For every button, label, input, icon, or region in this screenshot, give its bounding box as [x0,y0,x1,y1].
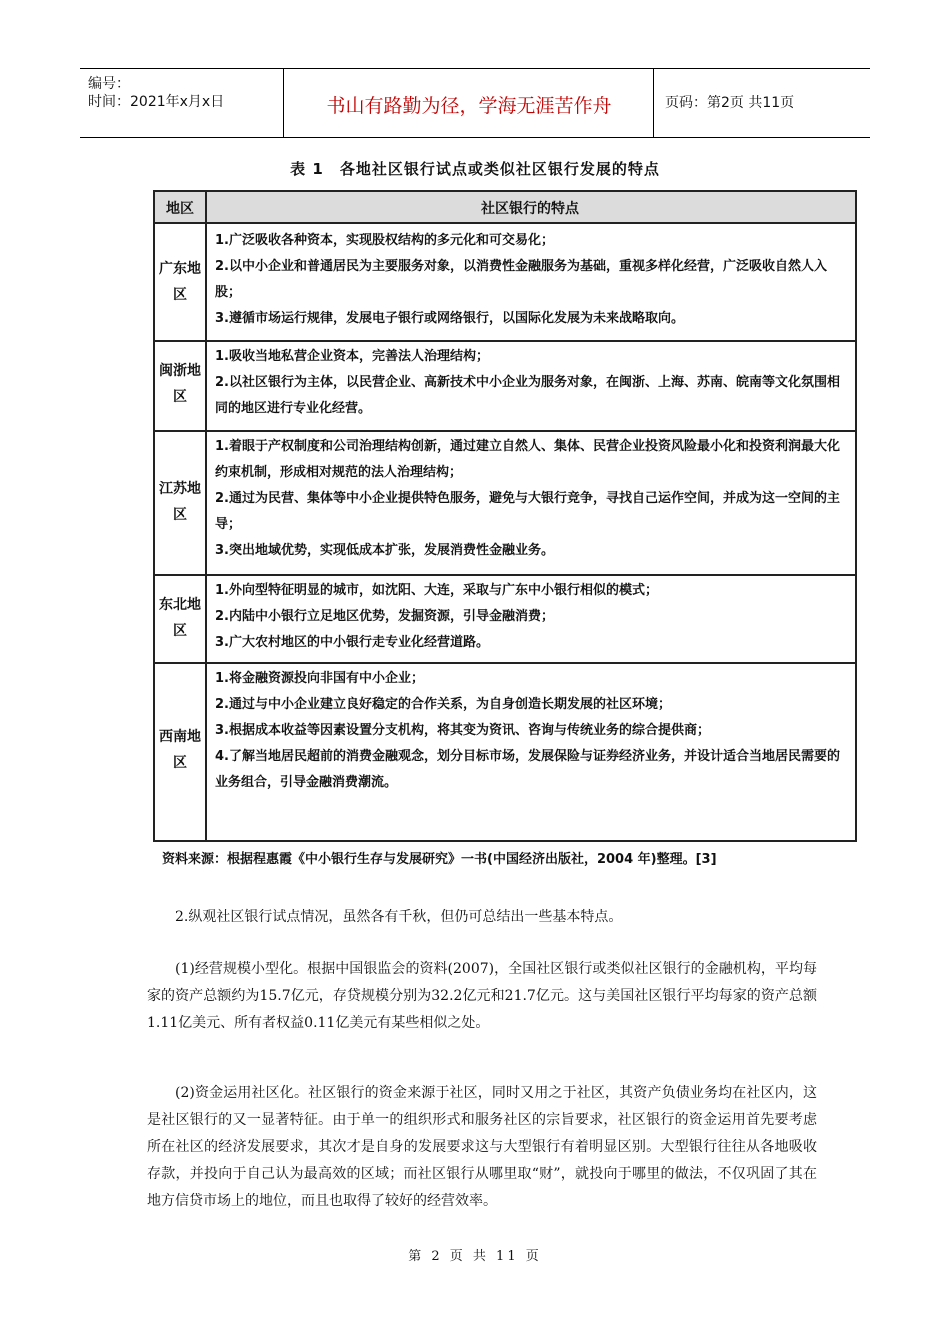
feature-item: 2.通过与中小企业建立良好稳定的合作关系，为自身创造长期发展的社区环境； [215,697,671,712]
row-divider [155,574,855,576]
feature-cell [215,434,847,564]
region-cell [155,724,205,776]
region-name: 东北地区 [159,597,201,639]
date-label: 时间：2021年x月x日 [88,94,225,110]
feature-item: 1.外向型特征明显的城市，如沈阳、大连，采取与广东中小银行相似的模式； [215,583,658,598]
feature-item: 4.了解当地居民超前的消费金融观念，划分目标市场，发展保险与证券经济业务，并设计适合当地居民需要的业务组合，引导金融消费潮流。 [215,749,840,790]
region-cell [155,592,205,644]
feature-item: 3.广大农村地区的中小银行走专业化经营道路。 [215,635,489,650]
feature-item: 1.广泛吸收各种资本，实现股权结构的多元化和可交易化； [215,233,554,248]
row-divider [155,662,855,664]
header-motto-cell [285,69,654,137]
table-source-note: 资料来源：根据程惠霞《中小银行生存与发展研究》一书(中国经济出版社，2004 年)整理。[3] [162,852,717,867]
column-divider [205,192,207,840]
table-caption: 表 1 各地社区银行试点或类似社区银行发展的特点 [290,160,660,178]
motto: 书山有路勤为径，学海无涯苦作舟 [326,95,612,117]
paragraph-community-funds: (2)资金运用社区化。社区银行的资金来源于社区，同时又用之于社区，其资产负债业务均在社区内，这是社区银行的又一显著特征。由于单一的组织形式和服务社区的宗旨要求，社区银行的资金运用首先要考虑所在社区的经济发展要求，其次才是自身的发展要求这与大型银行有着明显区别。大型银行往往从各地吸收存款，并投向于自己认为最高效的区域；而社区银行从哪里取“财”，就投向于哪里的做法，不仅巩固了其在地方信贷市场上的地位，而且也取得了较好的经营效率。 [147,1085,817,1209]
feature-item: 2.以中小企业和普通居民为主要服务对象，以消费性金融服务为基础，重视多样化经营，广泛吸收自然人入股； [215,259,827,300]
header-page-cell [655,69,870,137]
paragraph-scale: (1)经营规模小型化。根据中国银监会的资料(2007)，全国社区银行或类似社区银行的金融机构，平均每家的资产总额约为15.7亿元，存贷规模分别为32.2亿元和21.7亿元。这与美国社区银行平均每家的资产总额1.11亿美元、所有者权益0.11亿美元有某些相似之处。 [147,961,817,1031]
region-cell [155,256,205,308]
number-label: 编号： [88,76,130,92]
feature-cell [215,578,847,656]
region-cell [155,358,205,410]
feature-cell [215,228,847,332]
feature-item: 1.吸收当地私营企业资本，完善法人治理结构； [215,349,489,364]
column-header-features: 社区银行的特点 [481,201,579,217]
row-divider [155,222,855,224]
page-footer: 第 2 页 共 11 页 [408,1249,542,1264]
paragraph-summary: 2.纵观社区银行试点情况，虽然各有千秋，但仍可总结出一些基本特点。 [175,909,623,925]
feature-cell [215,666,847,796]
region-name: 西南地区 [159,729,201,771]
feature-item: 2.通过为民营、集体等中小企业提供特色服务，避免与大银行竞争，寻找自己运作空间，并成为这一空间的主导； [215,491,840,532]
page-header [80,68,870,138]
feature-item: 1.将金融资源投向非国有中小企业； [215,671,424,686]
feature-item: 1.着眼于产权制度和公司治理结构创新，通过建立自然人、集体、民营企业投资风险最小化和投资利润最大化约束机制，形成相对规范的法人治理结构； [215,439,840,480]
feature-item: 2.以社区银行为主体，以民营企业、高新技术中小企业为服务对象，在闽浙、上海、苏南、皖南等文化氛围相同的地区进行专业化经营。 [215,375,840,416]
header-meta-cell [80,69,284,137]
region-cell [155,476,205,528]
region-name: 江苏地区 [159,481,201,523]
features-table [153,190,857,842]
feature-item: 3.突出地域优势，实现低成本扩张，发展消费性金融业务。 [215,543,554,558]
row-divider [155,340,855,342]
column-header-area: 地区 [166,201,194,217]
row-divider [155,430,855,432]
feature-cell [215,344,847,422]
feature-item: 2.内陆中小银行立足地区优势，发掘资源，引导金融消费； [215,609,554,624]
feature-item: 3.根据成本收益等因素设置分支机构，将其变为资讯、咨询与传统业务的综合提供商； [215,723,710,738]
page-label: 页码：第2页 共11页 [665,95,795,111]
feature-item: 3.遵循市场运行规律，发展电子银行或网络银行，以国际化发展为未来战略取向。 [215,311,684,326]
region-name: 广东地区 [159,261,201,303]
region-name: 闽浙地区 [159,363,201,405]
